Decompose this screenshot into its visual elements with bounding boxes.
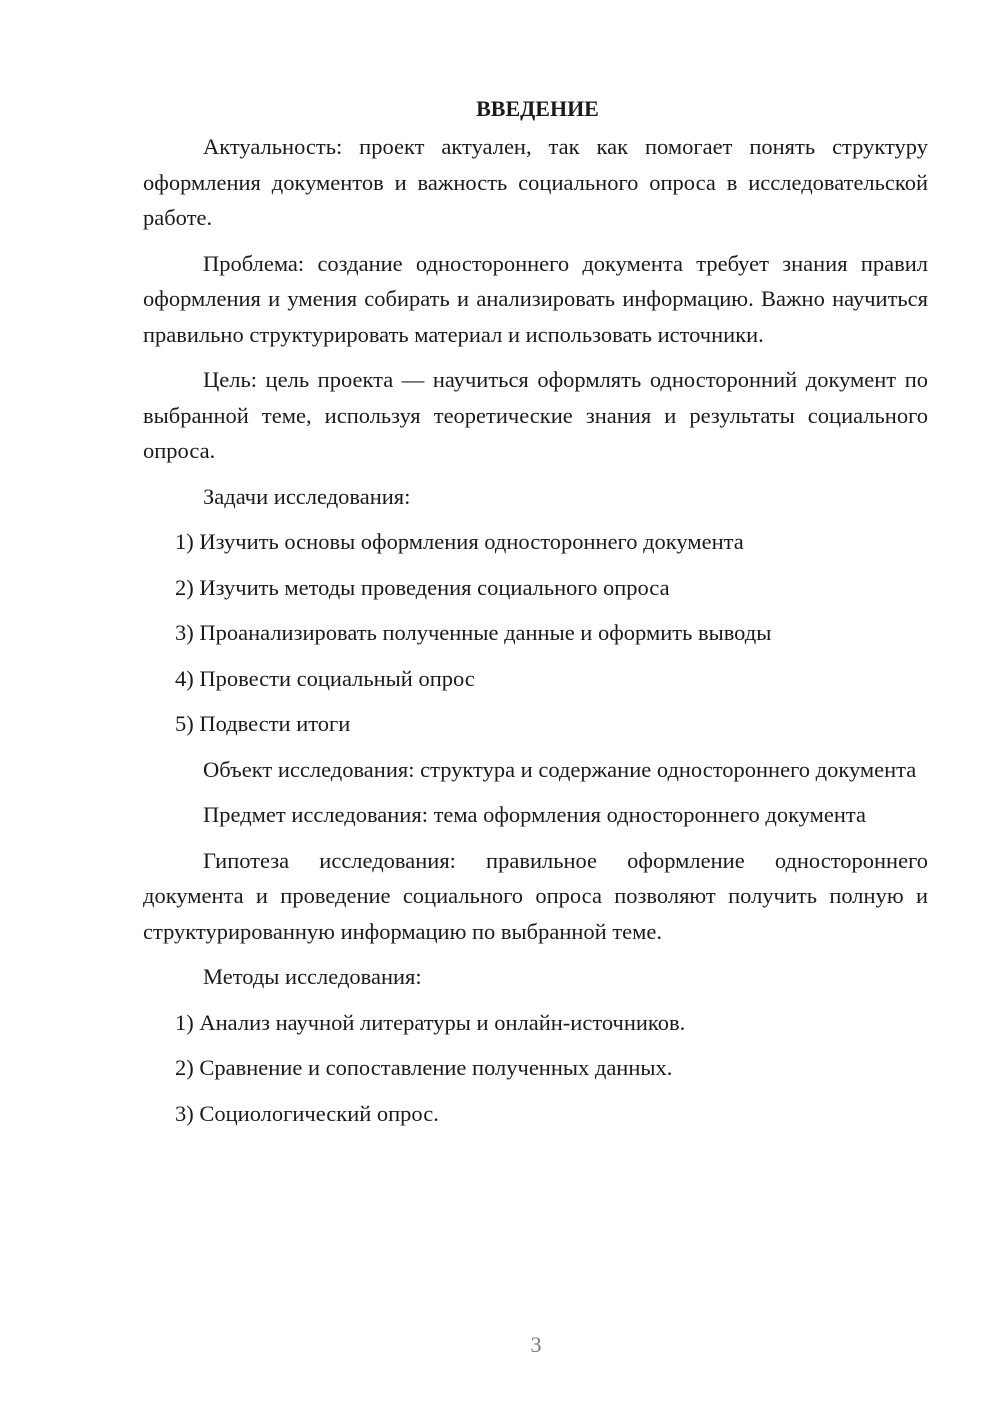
method-item: 2) Сравнение и сопоставление полученных данных. — [175, 1055, 673, 1080]
task-item: 5) Подвести итоги — [175, 711, 351, 736]
problem-paragraph: Проблема: создание одностороннего документа требует знания правил оформления и умения собирать и анализировать информацию. Важно научиться правильно структурировать материал и использовать источники. — [143, 250, 928, 347]
hypothesis-paragraph: Гипотеза исследования: правильное оформление одностороннего документа и проведение социального опроса позволяют получить полную и структурированную информацию по выбранной теме. — [143, 847, 928, 944]
goal-paragraph: Цель: цель проекта — научиться оформлять односторонний документ по выбранной теме, используя теоретические знания и результаты социального опроса. — [143, 367, 928, 463]
object-paragraph: Объект исследования: структура и содержание одностороннего документа — [203, 756, 917, 782]
task-item: 1) Изучить основы оформления одностороннего документа — [175, 529, 744, 554]
section-title: ВВЕДЕНИЕ — [476, 96, 599, 121]
subject-paragraph: Предмет исследования: тема оформления одностороннего документа — [203, 802, 866, 827]
method-item: 1) Анализ научной литературы и онлайн-источников. — [175, 1009, 686, 1035]
document-page — [143, 92, 928, 1141]
methods-heading: Методы исследования: — [203, 964, 422, 989]
method-item: 3) Социологический опрос. — [175, 1100, 439, 1126]
task-item: 3) Проанализировать полученные данные и оформить выводы — [175, 620, 772, 645]
tasks-heading: Задачи исследования: — [203, 483, 411, 509]
tasks-list — [143, 524, 928, 742]
page-number: 3 — [530, 1332, 542, 1357]
relevance-paragraph: Актуальность: проект актуален, так как помогает понять структуру оформления документов и важность социального опроса в исследовательской работе. — [143, 134, 928, 230]
methods-list — [143, 1005, 928, 1132]
task-item: 4) Провести социальный опрос — [175, 665, 475, 691]
task-item: 2) Изучить методы проведения социального опроса — [175, 574, 670, 600]
